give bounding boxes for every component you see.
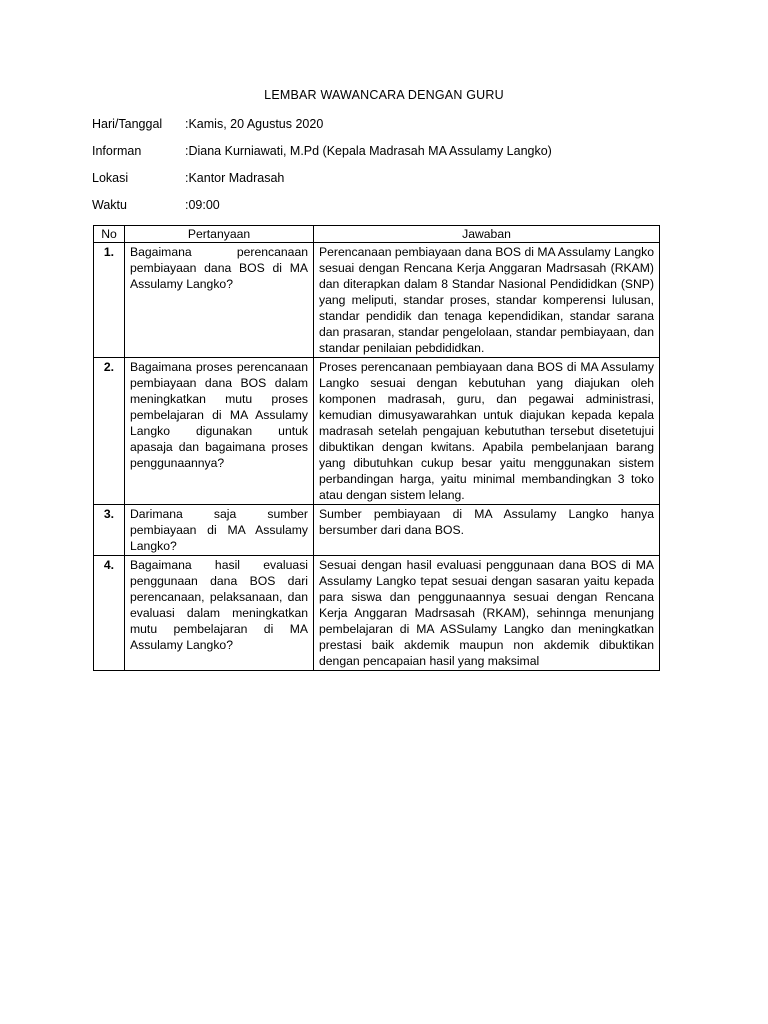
table-row: [94, 505, 660, 556]
question-cell: Bagaimana proses perencanaan pembiayaan dana BOS dalam meningkatkan mutu proses pembelajaran di MA Assulamy Langko digunakan untuk apasaja dan bagaimana proses penggunaannya?: [125, 358, 314, 505]
header-question: Pertanyaan: [125, 226, 314, 243]
meta-value: :Diana Kurniawati, M.Pd (Kepala Madrasah MA Assulamy Langko): [185, 144, 552, 158]
meta-label: Lokasi: [92, 171, 129, 185]
answer-cell: Perencanaan pembiayaan dana BOS di MA Assulamy Langko sesuai dengan Rencana Kerja Anggaran Madrsasah (RKAM) dan diterapkan dalam 8 Standar Nasional Pendididkan (SNP) yang meliputi, standar proses, standar komperensi lulusan, standar pendidik dan tenaga kependidikan, standar sarana dan prasaran, standar pengelolaan, standar pembiayaan, dan standar penilaian pebdididkan.: [314, 243, 660, 358]
header-no: No: [94, 226, 125, 243]
row-number: 2.: [94, 358, 125, 505]
meta-label: Hari/Tanggal: [92, 117, 163, 131]
answer-cell: Sesuai dengan hasil evaluasi penggunaan dana BOS di MA Assulamy Langko tepat sesuai dengan sasaran yaitu kepada para siswa dan penggunaannya sesuai dengan Rencana Kerja Anggaran Madrsasah (RKAM), sehinnga menunjang pembelajaran di MA ASSulamy Langko dan meningkatkan prestasi baik akdemik maupun non akdemik dibuktikan dengan pencapaian hasil yang maksimal: [314, 556, 660, 671]
table-header-row: [94, 226, 660, 243]
meta-label: Informan: [92, 144, 142, 158]
question-cell: Darimana saja sumber pembiayaan di MA Assulamy Langko?: [125, 505, 314, 556]
question-cell: Bagaimana perencanaan pembiayaan dana BOS di MA Assulamy Langko?: [125, 243, 314, 358]
table-row: [94, 556, 660, 671]
row-number: 3.: [94, 505, 125, 556]
meta-label: Waktu: [92, 198, 127, 212]
interview-table: [93, 225, 660, 671]
meta-value: :Kantor Madrasah: [185, 171, 285, 185]
document-title: LEMBAR WAWANCARA DENGAN GURU: [264, 88, 504, 102]
answer-cell: Proses perencanaan pembiayaan dana BOS di MA Assulamy Langko sesuai dengan kebutuhan yang diajukan oleh komponen madrasah, guru, dan pegawai administrasi, kemudian dimusyawarahkan untuk diajukan kepada kepala madrasah setelah pengajuan kebututhan tersebut disetetujui dibuktikan dengan kwitans. Apabila pembelanjaan barang yang dibutuhkan cukup besar yaitu menggunakan sistem perbandingan harga, yaitu minimal membandingkan 3 toko atau dengan sistem lelang.: [314, 358, 660, 505]
question-cell: Bagaimana hasil evaluasi penggunaan dana BOS dari perencanaan, pelaksanaan, dan evaluasi dalam meningkatkan mutu pembelajaran di MA Assulamy Langko?: [125, 556, 314, 671]
row-number: 1.: [94, 243, 125, 358]
answer-cell: Sumber pembiayaan di MA Assulamy Langko hanya bersumber dari dana BOS.: [314, 505, 660, 556]
row-number: 4.: [94, 556, 125, 671]
meta-value: :09:00: [185, 198, 220, 212]
table-row: [94, 243, 660, 358]
table-row: [94, 358, 660, 505]
meta-value: :Kamis, 20 Agustus 2020: [185, 117, 324, 131]
header-answer: Jawaban: [314, 226, 660, 243]
